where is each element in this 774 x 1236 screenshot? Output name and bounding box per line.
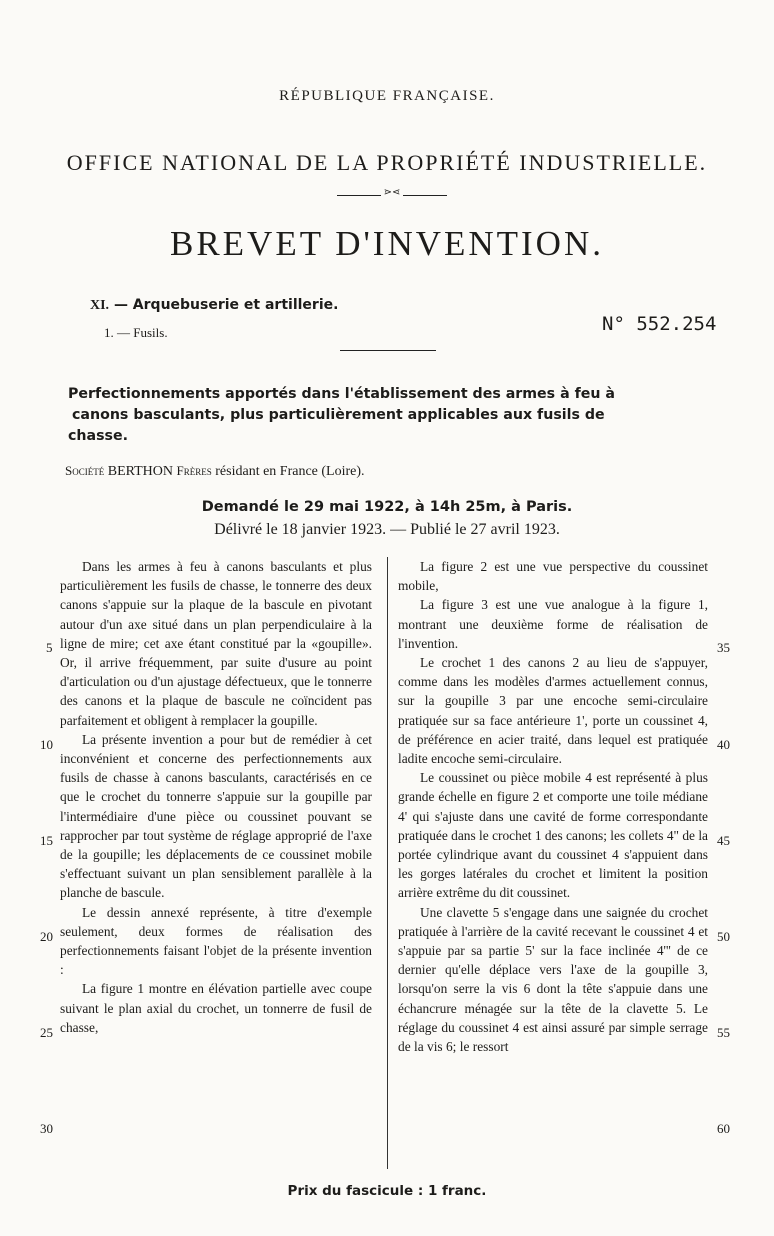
paragraph: La présente invention a pour but de remédier à cet inconvénient et concerne des perfectionnements aux fusils de chasse à canons basculants, caractérisés en ce que le crochet du tonnerre s'appuie sur la goupille par l'intermédiaire d'une pièce ou coussinet pouvant se rapprocher par tout système de réglage approprié de l'axe de la goupille; les déplacements de ce coussinet mobile s'effectuant suivant un plan sensiblement parallèle à la planche de bascule. [60, 731, 372, 901]
line-number: 55 [717, 1025, 730, 1040]
classification-group [90, 297, 338, 314]
line-number: 25 [40, 1025, 53, 1040]
line-number: 30 [40, 1121, 53, 1136]
separator-line [340, 350, 436, 351]
paragraph: Le coussinet ou pièce mobile 4 est représenté à plus grande échelle en figure 2 et comporte une toile médiane 4' qui s'ajuste dans une cavité de forme correspondante pratiquée dans le crochet 1 des canons; les collets 4" de la portée cylindrique avant du coussinet 4 s'appuient dans les gorges latérales du crochet et limitent la position arrière extrême du dit coussinet. [398, 770, 708, 901]
line-number: 40 [717, 737, 730, 752]
title-line: Perfectionnements apportés dans l'établissement des armes à feu à [68, 386, 615, 402]
paragraph: La figure 1 montre en élévation partielle avec coupe suivant le plan axial du crochet, un tonnerre de fusil de chasse, [60, 981, 372, 1035]
applicant-prefix: Société [65, 463, 105, 478]
applicant-residence: résidant en France (Loire). [215, 464, 365, 479]
line-number: 20 [40, 929, 53, 944]
title-line: chasse. [68, 428, 128, 444]
ornament-divider: ⋗⋖ [337, 189, 447, 201]
title-line: canons basculants, plus particulièrement applicables aux fusils de [72, 407, 605, 423]
classification-subgroup: 1. — Fusils. [104, 325, 168, 340]
republique-heading: RÉPUBLIQUE FRANÇAISE. [279, 88, 495, 104]
patent-number: N° 552.254 [602, 313, 717, 335]
line-number: 15 [40, 833, 53, 848]
column-divider [387, 557, 388, 1169]
paragraph: La figure 2 est une vue perspective du coussinet mobile, [398, 559, 708, 594]
line-number: 35 [717, 640, 730, 655]
line-number: 5 [46, 640, 53, 655]
line-number: 60 [717, 1121, 730, 1136]
line-number: 50 [717, 929, 730, 944]
applicant-suffix: Frères [176, 463, 212, 478]
paragraph: Le dessin annexé représente, à titre d'exemple seulement, deux formes de réalisation des perfectionnements faisant l'objet de la présente invention : [60, 904, 372, 978]
group-name: — Arquebuserie et artillerie. [113, 297, 339, 313]
paragraph: Le crochet 1 des canons 2 au lieu de s'appuyer, comme dans les modèles d'armes actuellement connus, sur la goupille 3 par une encoche semi-circulaire pratiquée sur sa face antérieure 1', porte un coussinet 4, de préférence en acier traité, dans lequel est pratiquée ladite encoche semi-circulaire. [398, 655, 708, 767]
left-column [60, 557, 372, 1037]
document-type-heading: BREVET D'INVENTION. [169, 224, 604, 263]
group-number: XI. [90, 298, 110, 313]
applicant-name: BERTHON [107, 464, 174, 479]
line-number: 10 [40, 737, 53, 752]
date-requested: Demandé le 29 mai 1922, à 14h 25m, à Paris. [201, 499, 573, 515]
date-delivered: Délivré le 18 janvier 1923. — Publié le 27 avril 1923. [214, 521, 560, 538]
paragraph: Dans les armes à feu à canons basculants et plus particulièrement les fusils de chasse, le tonnerre des deux canons s'appuie sur la plaque de la bascule en pivotant autour d'un axe situé dans un plan perpendiculaire à la ligne de mire; cet axe étant constitué par la «goupille». Or, il arrive fréquemment, par suite d'usure au point d'articulation ou d'un ajustage défectueux, que le tonnerre des canons et la plaque de bascule ne coïncident pas parfaitement et obligent à remplacer la goupille. [60, 559, 372, 728]
line-number: 45 [717, 833, 730, 848]
paragraph: La figure 3 est une vue analogue à la figure 1, montrant une deuxième forme de réalisation de l'invention. [398, 597, 708, 651]
paragraph: Une clavette 5 s'engage dans une saignée du crochet pratiquée à l'arrière de la cavité recevant le coussinet 4 et s'appuie par sa partie 5' sur la face inclinée 4''' de ce dernier qu'elle déplace vers l'axe de la goupille 3, lorsqu'on serre la vis 6 dont la tête s'appuie dans une échancrure ménagée sur la tête de la clavette 5. Le réglage du coussinet 4 est ainsi assuré par simple serrage de la vis 6; le ressort [398, 904, 708, 1055]
price-footer: Prix du fascicule : 1 franc. [287, 1183, 487, 1199]
right-column [398, 557, 708, 1056]
office-heading: OFFICE NATIONAL DE LA PROPRIÉTÉ INDUSTRIELLE. [66, 150, 708, 175]
patent-title [68, 384, 718, 447]
applicant [65, 463, 365, 480]
